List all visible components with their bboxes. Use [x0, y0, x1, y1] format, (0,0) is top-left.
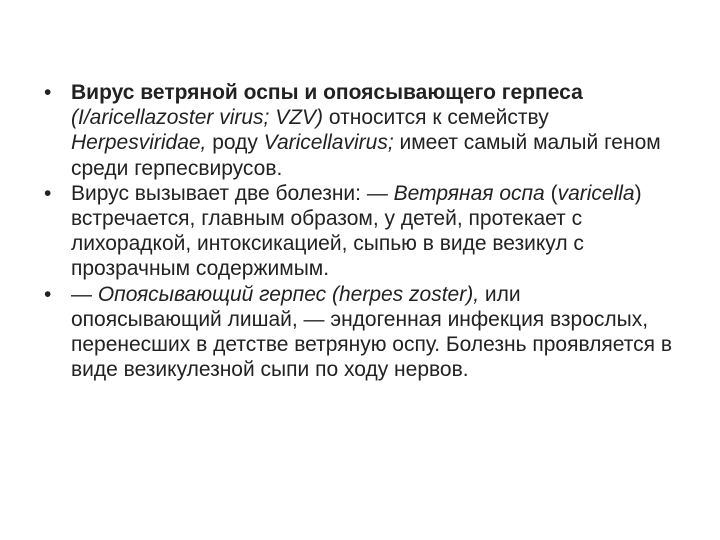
bullet-list [44, 80, 674, 382]
text-segment: — [71, 282, 98, 306]
text-segment: роду [206, 131, 264, 155]
text-segment: ( [544, 181, 558, 205]
text-segment: Varicellavirus; [263, 131, 394, 155]
text-segment: (I/aricellazoster virus; VZV) [71, 106, 324, 130]
bullet-icon: • [44, 81, 52, 104]
text-segment: относится к семейству [323, 106, 549, 130]
text-segment: Herpesviridae, [71, 131, 207, 155]
text-segment: или опоясывающий лишай, — эндогенная инфекция взрослых, перенесших в детстве ветряную оспу. Болезнь проявляется в виде везикулезной сыпи по ходу нервов. [71, 282, 672, 382]
text-segment: ) встречается, главным образом, у детей, протекает с лихорадкой, интоксикацией, сыпью в виде везикул с прозрачным содержимым. [71, 181, 642, 281]
bullet-item [44, 80, 674, 181]
bullet-item [44, 181, 674, 282]
text-segment: Ветряная оспа [393, 181, 545, 205]
bullet-icon: • [44, 282, 52, 306]
text-segment: Вирус вызывает две болезни: — [71, 181, 394, 205]
text-segment: имеет самый малый геном среди герпесвирусов. [71, 131, 661, 180]
bullet-item [44, 282, 674, 383]
bullet-icon: • [44, 181, 52, 205]
text-segment: Опоясывающий герпес (herpes zoster), [97, 282, 480, 306]
text-segment: varicella [557, 181, 635, 205]
text-segment: Вирус ветряной оспы и опоясывающего герпеса [71, 81, 583, 104]
